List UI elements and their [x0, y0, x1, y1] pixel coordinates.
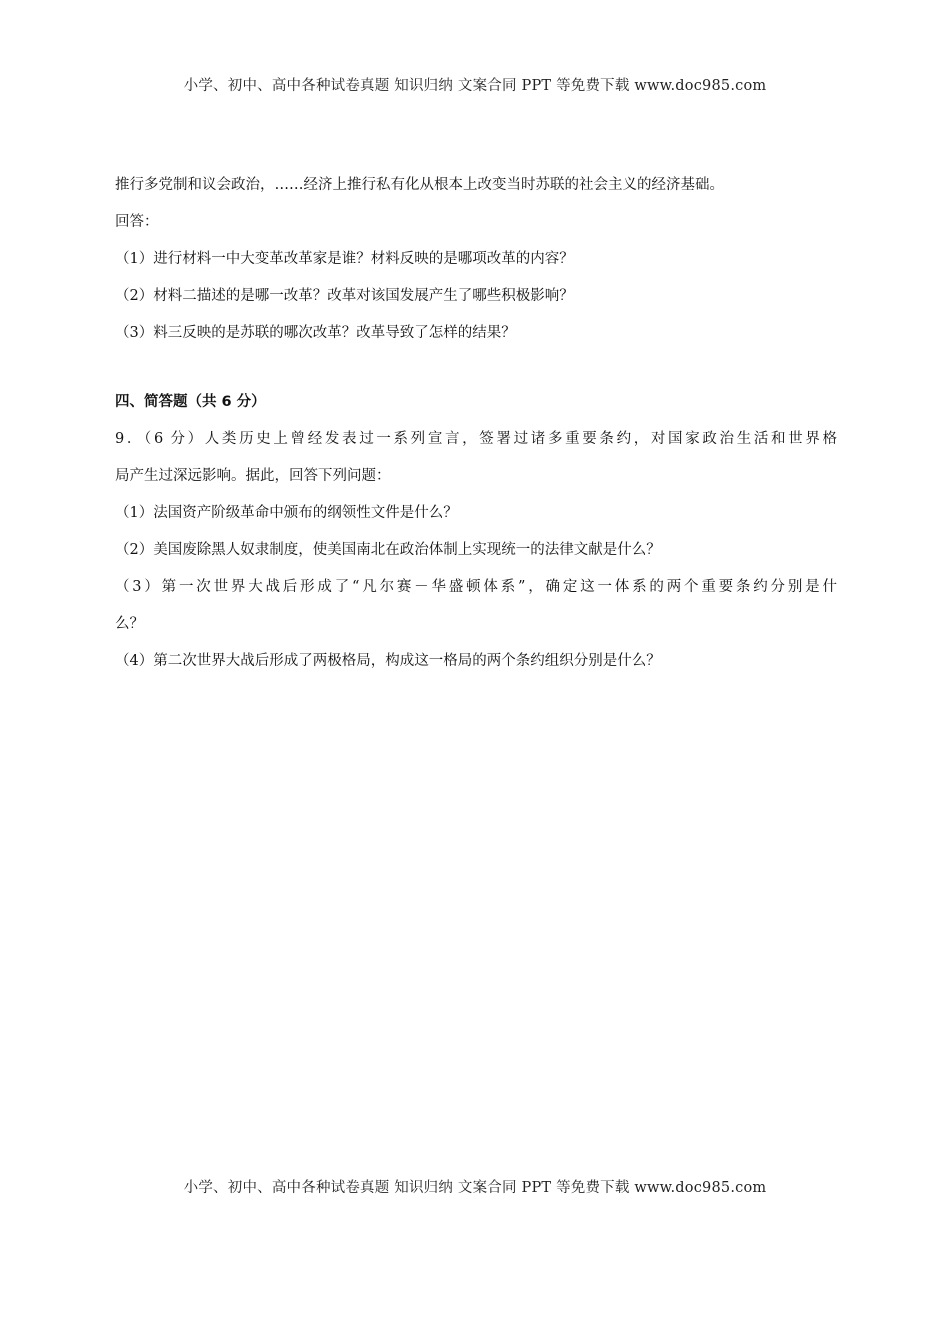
page-footer: 小学、初中、高中各种试卷真题 知识归纳 文案合同 PPT 等免费下载 www.doc985.com — [183, 1180, 767, 1196]
page-header: 小学、初中、高中各种试卷真题 知识归纳 文案合同 PPT 等免费下载 www.doc985.com — [183, 78, 767, 94]
question-9-1: （1）法国资产阶级革命中颁布的纲领性文件是什么？ — [115, 505, 458, 521]
question-9-2: （2）美国废除黑人奴隶制度，使美国南北在政治体制上实现统一的法律文献是什么？ — [115, 542, 661, 558]
answer-label: 回答： — [115, 214, 159, 230]
section-title-short-answer: 四、简答题（共 6 分） — [115, 394, 266, 410]
question-9-3-line1: （3）第一次世界大战后形成了“凡尔赛－华盛顿体系”，确定这一体系的两个重要条约分别是什 — [115, 579, 837, 595]
question-8-1: （1）进行材料一中大变革改革家是谁？材料反映的是哪项改革的内容？ — [115, 251, 574, 267]
section-spacer — [115, 352, 837, 384]
question-9-3-line2: 么？ — [115, 616, 144, 632]
material-continuation-text: 推行多党制和议会政治，……经济上推行私有化从根本上改变当时苏联的社会主义的经济基础。 — [115, 177, 724, 193]
question-9-stem-line2: 局产生过深远影响。据此，回答下列问题： — [115, 468, 391, 484]
question-9-4: （4）第二次世界大战后形成了两极格局，构成这一格局的两个条约组织分别是什么？ — [115, 653, 661, 669]
question-8-2: （2）材料二描述的是哪一改革？改革对该国发展产生了哪些积极影响？ — [115, 288, 574, 304]
document-body — [115, 167, 837, 680]
question-9-stem-line1: 9．（6 分）人类历史上曾经发表过一系列宣言，签署过诸多重要条约，对国家政治生活和世界格 — [115, 431, 837, 447]
question-8-3: （3）料三反映的是苏联的哪次改革？改革导致了怎样的结果？ — [115, 325, 516, 341]
